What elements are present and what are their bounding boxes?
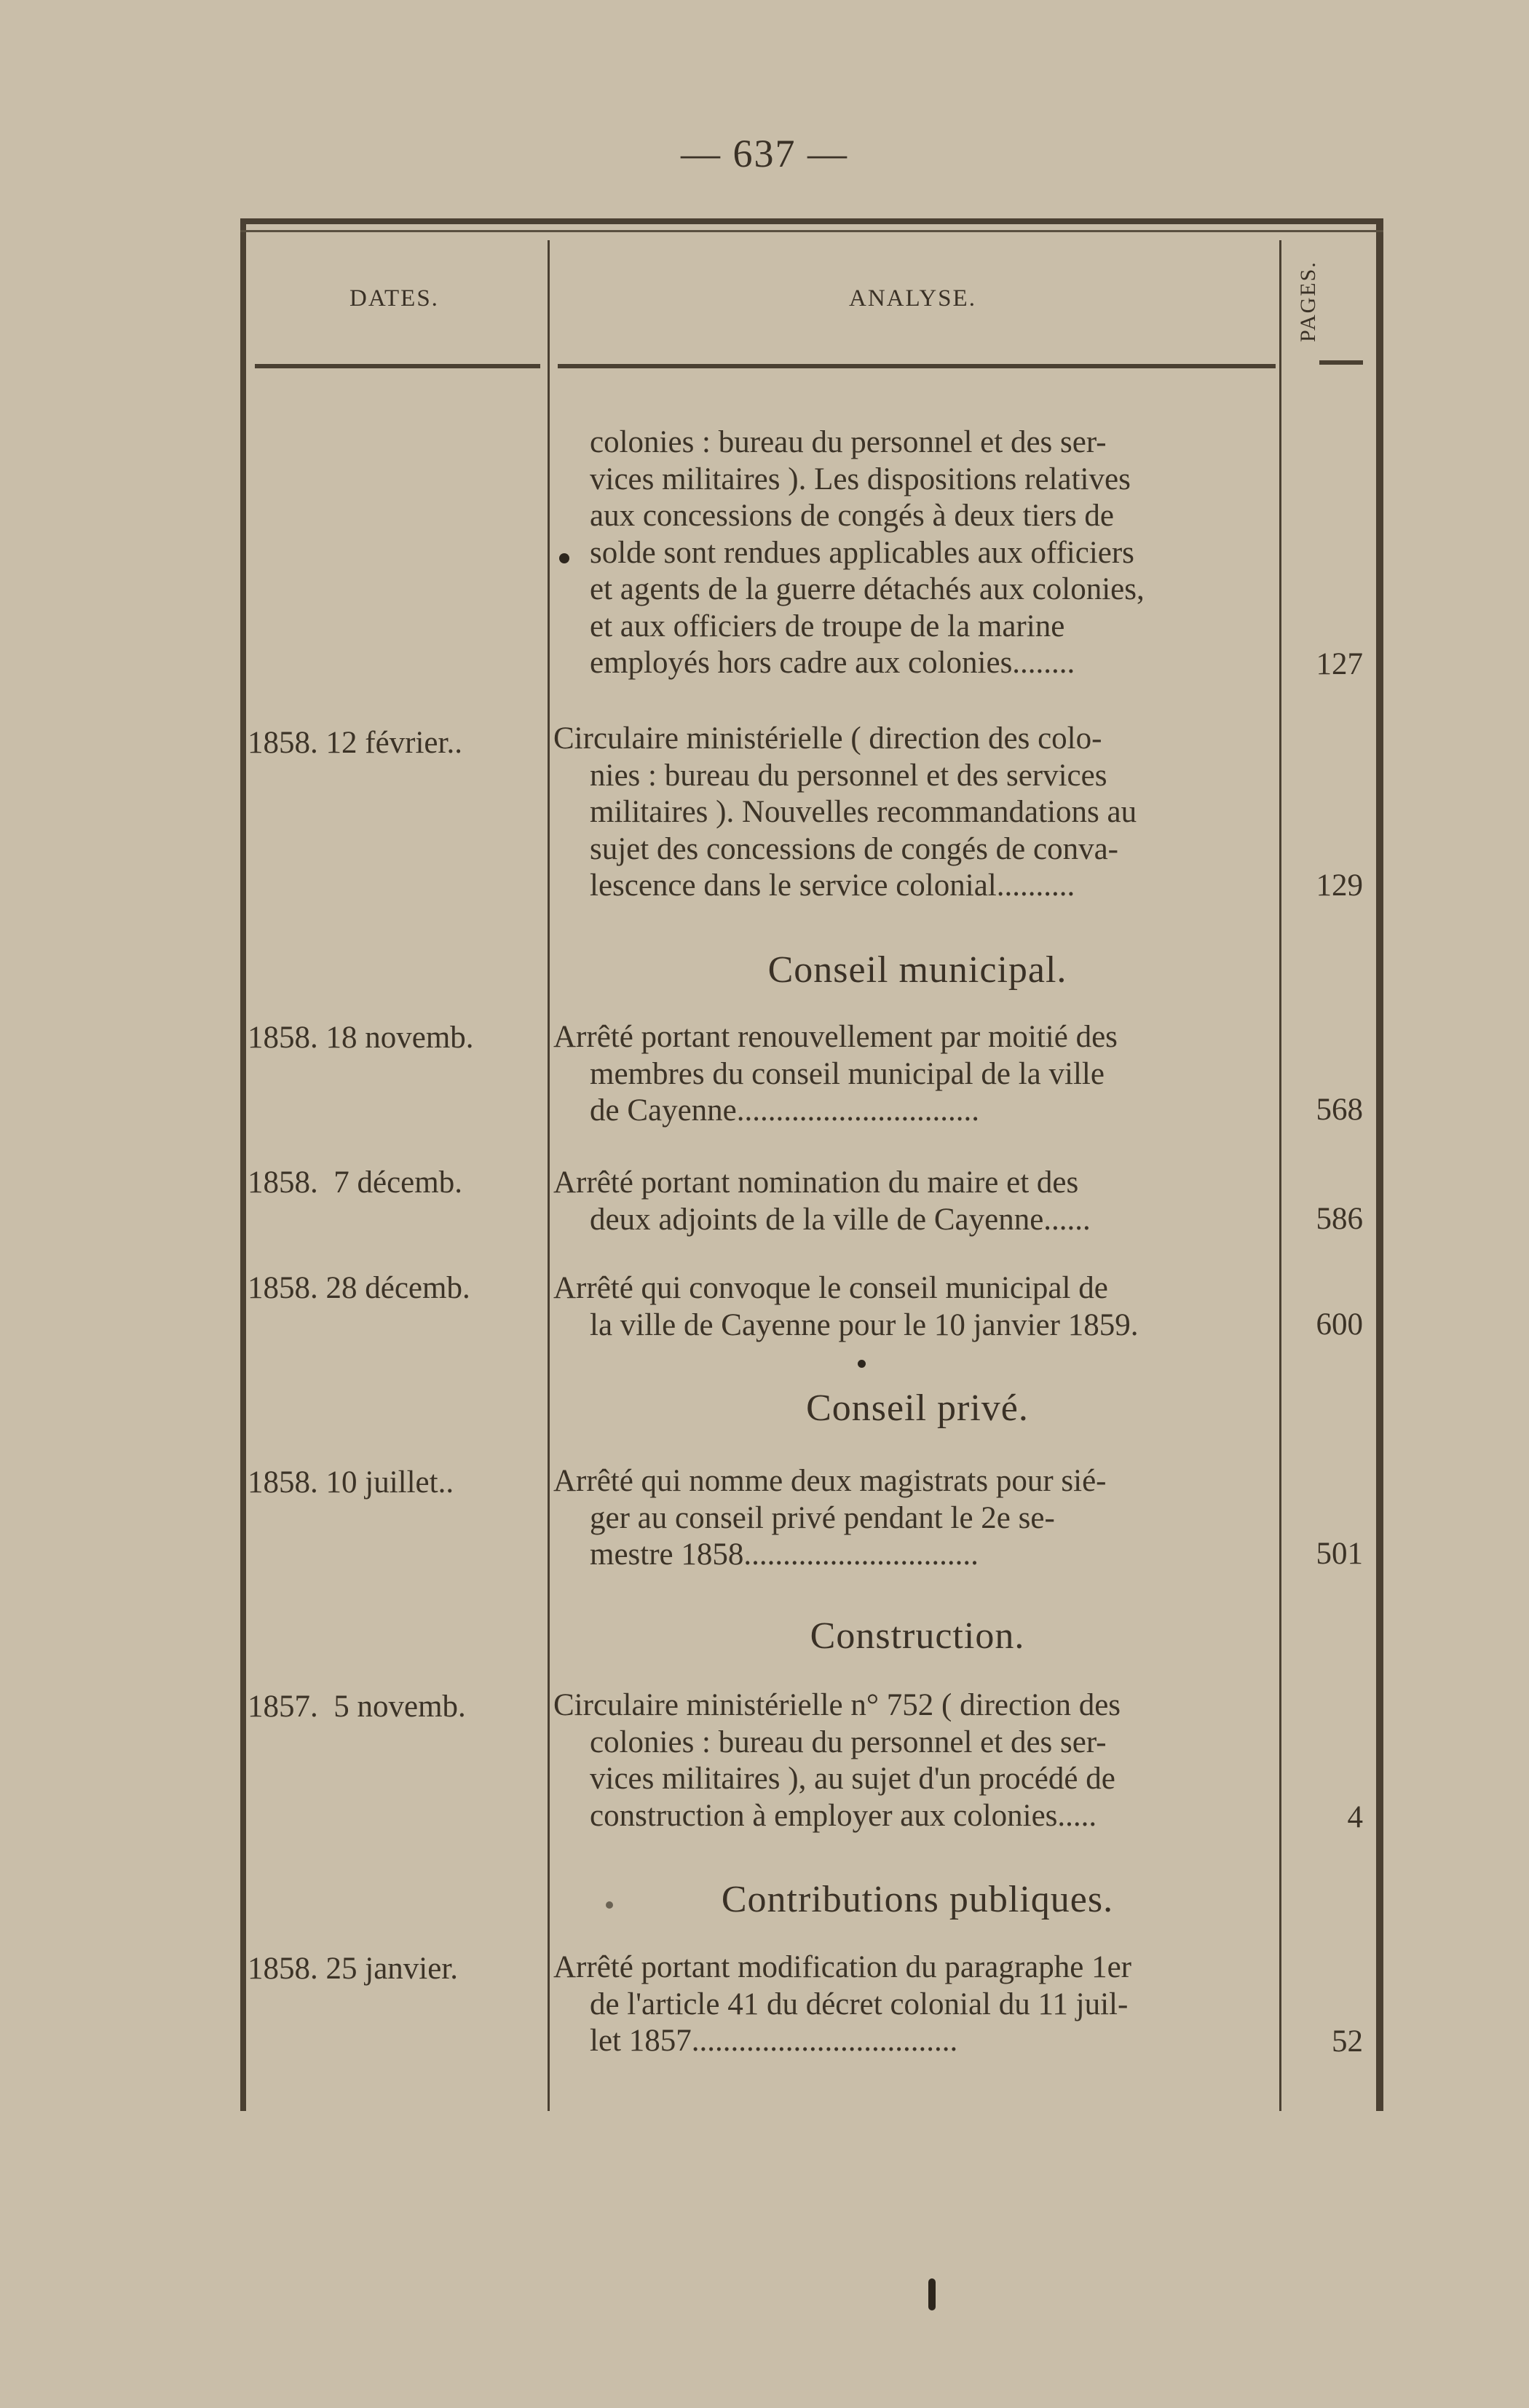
entry-analysis — [553, 424, 1274, 682]
text-line: colonies : bureau du personnel et des ser- — [590, 425, 1107, 459]
entry-date: 1858. 10 juillet.. — [248, 1465, 454, 1500]
text-line: solde sont rendues applicables aux officiers — [590, 535, 1134, 570]
entry-date: 1858. 28 décemb. — [248, 1271, 470, 1305]
text-line: Arrêté portant modification du paragraphe 1er — [553, 1950, 1131, 1984]
text-line: colonies : bureau du personnel et des ser- — [590, 1724, 1107, 1759]
page-number: — 637 — — [681, 132, 848, 175]
entry-page: 4 — [1347, 1800, 1363, 1834]
entry-analysis — [553, 721, 1274, 905]
text-line: employés hors cadre aux colonies........ — [590, 646, 1075, 680]
section-heading: Construction. — [810, 1615, 1025, 1657]
entry-date: 1857. 5 novemb. — [248, 1690, 466, 1724]
section-heading: Contributions publiques. — [721, 1879, 1114, 1920]
entry-page: 568 — [1316, 1093, 1363, 1127]
entry-date: 1858. 12 février.. — [248, 726, 462, 760]
text-line: let 1857.................................. — [590, 2024, 958, 2058]
frame-inner-rule — [240, 230, 1383, 232]
entry-page: 127 — [1316, 647, 1363, 681]
header-rule-analyse — [558, 364, 1276, 368]
entry-page: 600 — [1316, 1307, 1363, 1342]
header-analyse: ANALYSE. — [849, 285, 976, 312]
text-line: et agents de la guerre détachés aux colonies, — [590, 572, 1145, 606]
entry-analysis — [553, 1019, 1274, 1130]
text-line: Arrêté qui convoque le conseil municipal de — [553, 1271, 1108, 1305]
entry-page: 501 — [1316, 1537, 1363, 1571]
text-line: de Cayenne............................... — [590, 1093, 980, 1128]
text-line: membres du conseil municipal de la ville — [590, 1056, 1105, 1091]
text-line: vices militaires ), au sujet d'un procédé de — [590, 1762, 1115, 1796]
bullet-mark — [858, 1360, 866, 1368]
entry-page: 586 — [1316, 1202, 1363, 1236]
entry-date: 1858. 18 novemb. — [248, 1021, 474, 1055]
bullet-mark — [606, 1901, 613, 1909]
header-rule-pages — [1319, 360, 1363, 365]
section-heading: Conseil privé. — [806, 1387, 1029, 1429]
text-line: construction à employer aux colonies..... — [590, 1798, 1097, 1833]
text-line: Arrêté portant renouvellement par moitié des — [553, 1020, 1118, 1054]
text-line: ger au conseil privé pendant le 2e se- — [590, 1500, 1055, 1535]
text-line: aux concessions de congés à deux tiers de — [590, 499, 1115, 533]
text-line: la ville de Cayenne pour le 10 janvier 1859. — [590, 1307, 1139, 1342]
header-dates: DATES. — [349, 285, 439, 312]
text-line: Circulaire ministérielle ( direction des colo- — [553, 721, 1102, 756]
header-rule-dates — [255, 364, 540, 368]
entry-page: 52 — [1332, 2024, 1363, 2059]
text-line: Arrêté qui nomme deux magistrats pour sié- — [553, 1464, 1107, 1498]
bullet-mark — [559, 553, 569, 563]
column-rule-dates — [548, 240, 550, 2111]
entry-analysis — [553, 1687, 1274, 1834]
text-line: Circulaire ministérielle n° 752 ( direction des — [553, 1688, 1121, 1722]
text-line: vices militaires ). Les dispositions relatives — [590, 462, 1131, 496]
entry-analysis — [553, 1463, 1274, 1574]
column-rule-analyse — [1279, 240, 1281, 2111]
header-pages: PAGES. — [1296, 261, 1320, 342]
entry-analysis — [553, 1270, 1274, 1344]
text-line: de l'article 41 du décret colonial du 11 juil- — [590, 1987, 1129, 2021]
text-line: deux adjoints de la ville de Cayenne...... — [590, 1202, 1091, 1237]
text-line: mestre 1858.............................. — [590, 1537, 979, 1572]
text-line: nies : bureau du personnel et des services — [590, 758, 1107, 793]
entry-page: 129 — [1316, 868, 1363, 903]
section-heading: Conseil municipal. — [767, 949, 1067, 991]
text-line: Arrêté portant nomination du maire et des — [553, 1165, 1079, 1200]
ink-mark — [928, 2278, 936, 2310]
entry-date: 1858. 25 janvier. — [248, 1952, 459, 1986]
text-line: et aux officiers de troupe de la marine — [590, 609, 1065, 643]
text-line: militaires ). Nouvelles recommandations au — [590, 795, 1137, 829]
entry-date: 1858. 7 décemb. — [248, 1165, 462, 1200]
text-line: sujet des concessions de congés de conva- — [590, 831, 1119, 866]
entry-analysis — [553, 1165, 1274, 1238]
entry-analysis — [553, 1949, 1274, 2060]
text-line: lescence dans le service colonial.......... — [590, 868, 1075, 903]
